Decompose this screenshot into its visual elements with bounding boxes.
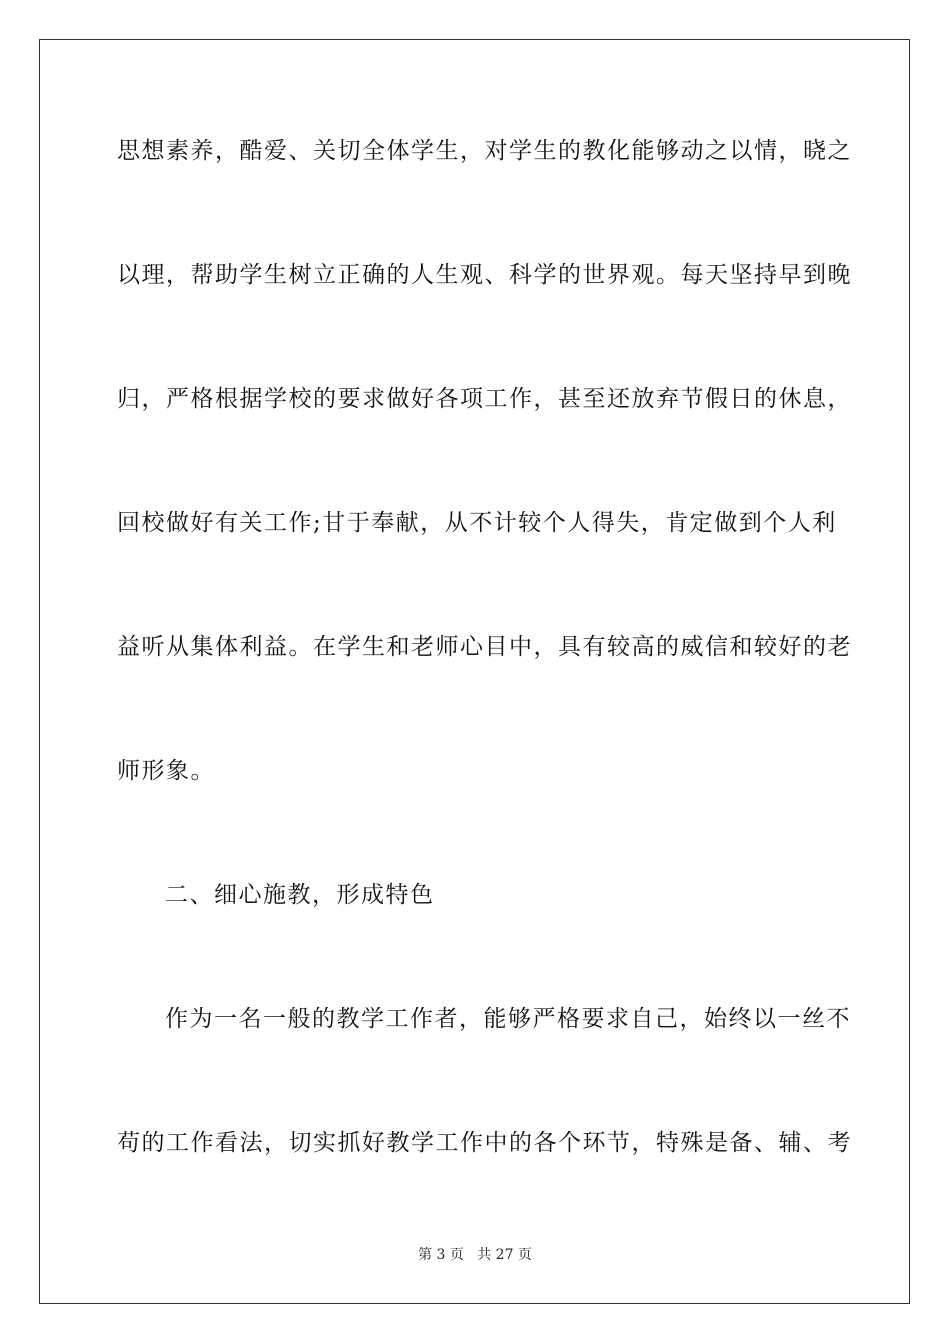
page-frame [39,39,910,1304]
body-line-4: 回校做好有关工作;甘于奉献，从不计较个人得失，肯定做到个人利 [117,510,837,536]
section-heading: 二、细心施教，形成特色 [165,882,435,908]
body-line-1: 思想素养，酷爱、关切全体学生，对学生的教化能够动之以情，晓之 [117,138,852,164]
page-total: 共 27 页 [477,1247,532,1263]
body-line-5: 益听从集体利益。在学生和老师心目中，具有较高的威信和较好的老 [117,634,852,660]
body-line-9: 苟的工作看法，切实抓好教学工作中的各个环节，特殊是备、辅、考 [117,1130,852,1156]
body-line-8: 作为一名一般的教学工作者，能够严格要求自己，始终以一丝不 [165,1006,851,1032]
body-line-3: 归，严格根据学校的要求做好各项工作，甚至还放弃节假日的休息， [117,386,852,412]
body-line-2: 以理，帮助学生树立正确的人生观、科学的世界观。每天坚持早到晚 [117,262,852,288]
page-footer [0,1246,950,1264]
page-number: 第 3 页 [418,1247,464,1263]
body-line-6: 师形象。 [117,758,215,784]
